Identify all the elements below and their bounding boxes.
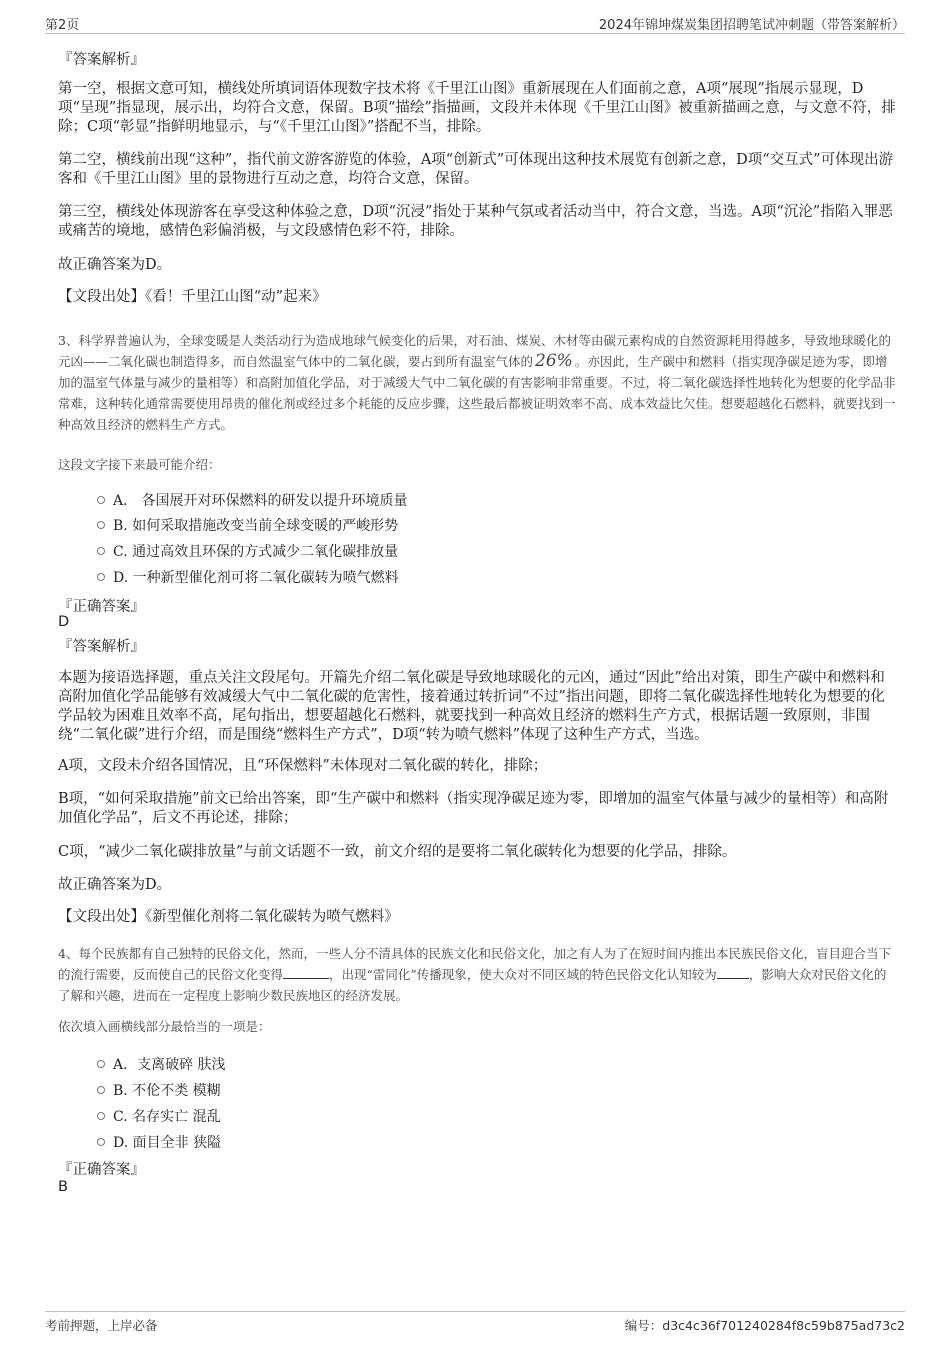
correct-answer-label: 『正确答案』	[58, 1162, 145, 1178]
option-a[interactable]	[97, 490, 408, 510]
analysis-option-b: B项，“如何采取措施”前文已给出答案，即“生产碳中和燃料（指实现净碳足迹为零，即增加的温室气体量与减少的量相等）和高附加值化学品”，后文不再论述，排除；	[58, 791, 889, 826]
radio-icon[interactable]	[97, 1086, 105, 1094]
question-3-stem-part1: 3、科学界普遍认为，全球变暖是人类活动行为造成地球气候变化的后果，对石油、煤炭、木材等由碳元素构成的自然资源耗用得越多，导致地球暖化的元凶——二氧化碳也制造得多，而自然温室气体中的二氧化碳，要占到所有温室气体的	[58, 333, 891, 369]
document-title: 2024年锦坤煤炭集团招聘笔试冲刺题（带答案解析）	[598, 18, 905, 33]
radio-icon[interactable]	[97, 573, 105, 581]
question-4-prompt: 依次填入画横线部分最恰当的一项是：	[58, 1019, 271, 1034]
option-label: A．支离破碎 肤浅	[113, 1057, 226, 1073]
question-3-prompt: 这段文字接下来最可能介绍：	[58, 457, 221, 472]
option-label: C. 名存实亡 混乱	[113, 1109, 221, 1125]
question-4-stem-part3: ，影响大众对民俗文化的了解和兴趣，进而在一定程度上影响少数民族地区的经济发展。	[58, 967, 887, 1003]
option-label: B. 如何采取措施改变当前全球变暖的严峻形势	[113, 518, 399, 534]
correct-answer-value: D	[58, 614, 70, 630]
option-b[interactable]	[97, 515, 398, 535]
header-divider	[45, 33, 905, 34]
radio-icon[interactable]	[97, 521, 105, 529]
analysis-conclusion: 故正确答案为D。	[58, 877, 172, 893]
question-3-stem-part2: 。亦因此，生产碳中和燃料（指实现净碳足迹为零，即增加的温室气体量与减少的量相等）和高附加值化学品，对于减缓大气中二氧化碳的有害影响非常重要。不过，将二氧化碳选择性地转化为想要的化学品非常难，这种转化通常需要使用昂贵的催化剂或经过多个耗能的反应步骤，这些最后都被证明效率不高、成本效益比欠佳。想要超越化石燃料，就要找到一种高效且经济的燃料生产方式。	[58, 354, 896, 432]
radio-icon[interactable]	[97, 1060, 105, 1068]
option-label: B. 不伦不类 模糊	[113, 1083, 221, 1099]
analysis-paragraph-2: 第二空，横线前出现“这种”，指代前文游客游览的体验，A项“创新式”可体现出这种技术展览有创新之意，D项“交互式”可体现出游客和《千里江山图》里的景物进行互动之意，均符合文意，保留。	[58, 152, 894, 187]
radio-icon[interactable]	[97, 496, 105, 504]
option-c[interactable]	[97, 1106, 221, 1126]
correct-answer-value: B	[58, 1179, 68, 1195]
footer-slogan: 考前押题，上岸必备	[45, 1318, 158, 1333]
option-label: A． 各国展开对环保燃料的研发以提升环境质量	[113, 493, 408, 509]
option-b[interactable]	[97, 1080, 221, 1100]
option-c[interactable]	[97, 541, 398, 561]
radio-icon[interactable]	[97, 1138, 105, 1146]
option-label: D. 面目全非 狭隘	[113, 1135, 222, 1151]
option-a[interactable]	[97, 1054, 226, 1074]
option-d[interactable]	[97, 1132, 221, 1152]
analysis-paragraph-3: 第三空，横线处体现游客在享受这种体验之意，D项“沉浸”指处于某种气氛或者活动当中，符合文意，当选。A项“沉沦”指陷入罪恶或痛苦的境地，感情色彩偏消极，与文段感情色彩不符，排除。	[58, 204, 893, 239]
analysis-paragraph-1: 本题为接语选择题，重点关注文段尾句。开篇先介绍二氧化碳是导致地球暖化的元凶，通过“因此”给出对策，即生产碳中和燃料和高附加值化学品能够有效减缓大气中二氧化碳的危害性，接着通过转折词“不过”指出问题，即将二氧化碳选择性地转化为想要的化学品较为困难且效率不高，尾句指出，想要超越化石燃料，就要找到一种高效且经济的燃料生产方式，根据话题一致原则，非围绕“二氧化碳”进行介绍，而是围绕“燃料生产方式”，D项“转为喷气燃料”体现了这种生产方式，当选。	[58, 670, 885, 743]
analysis-paragraph-1: 第一空，根据文意可知，横线处所填词语体现数字技术将《千里江山图》重新展现在人们面前之意，A项“展现”指展示显现，D项“呈现”指显现，展示出，均符合文意，保留。B项“描绘”指描画，文段并未体现《千里江山图》被重新描画之意，与文意不符，排除；C项“彰显”指鲜明地显示，与“《千里江山图》”搭配不当，排除。	[58, 81, 896, 135]
option-label: D. 一种新型催化剂可将二氧化碳转为喷气燃料	[113, 570, 399, 586]
document-id: 编号：d3c4c36f701240284f8c59b875ad73c2	[624, 1318, 905, 1333]
page-number: 第2页	[45, 18, 80, 33]
percent-value: 26%	[535, 351, 573, 371]
fill-blank-1	[283, 966, 329, 979]
radio-icon[interactable]	[97, 547, 105, 555]
correct-answer-label: 『正确答案』	[58, 599, 145, 615]
analysis-option-c: C项，“减少二氧化碳排放量”与前文话题不一致，前文介绍的是要将二氧化碳转化为想要的化学品，排除。	[58, 844, 737, 860]
question-4-stem-part1: 4、每个民族都有自己独特的民俗文化，然而，一些人分不清具体的民族文化和民俗文化，加之有人为了在短时间内推出本民族民俗文化，盲目迎合当下的流行需要，反而使自己的民俗文化变得	[58, 946, 891, 982]
radio-icon[interactable]	[97, 1112, 105, 1120]
analysis-conclusion: 故正确答案为D。	[58, 257, 172, 273]
question-3-stem	[58, 330, 898, 435]
analysis-label: 『答案解析』	[58, 52, 145, 68]
question-4-stem-part2: ，出现“雷同化”传播现象，使大众对不同区域的特色民俗文化认知较为	[329, 967, 717, 982]
footer-divider	[45, 1311, 905, 1312]
option-d[interactable]	[97, 567, 399, 587]
passage-source: 【文段出处】《看！千里江山图“动”起来》	[58, 289, 327, 305]
analysis-label: 『答案解析』	[58, 639, 145, 655]
passage-source: 【文段出处】《新型催化剂将二氧化碳转为喷气燃料》	[58, 909, 399, 925]
option-label: C. 通过高效且环保的方式减少二氧化碳排放量	[113, 544, 399, 560]
question-4-stem	[58, 943, 898, 1006]
fill-blank-2	[717, 966, 749, 979]
analysis-option-a: A项，文段未介绍各国情况，且“环保燃料”未体现对二氧化碳的转化，排除；	[58, 758, 548, 774]
